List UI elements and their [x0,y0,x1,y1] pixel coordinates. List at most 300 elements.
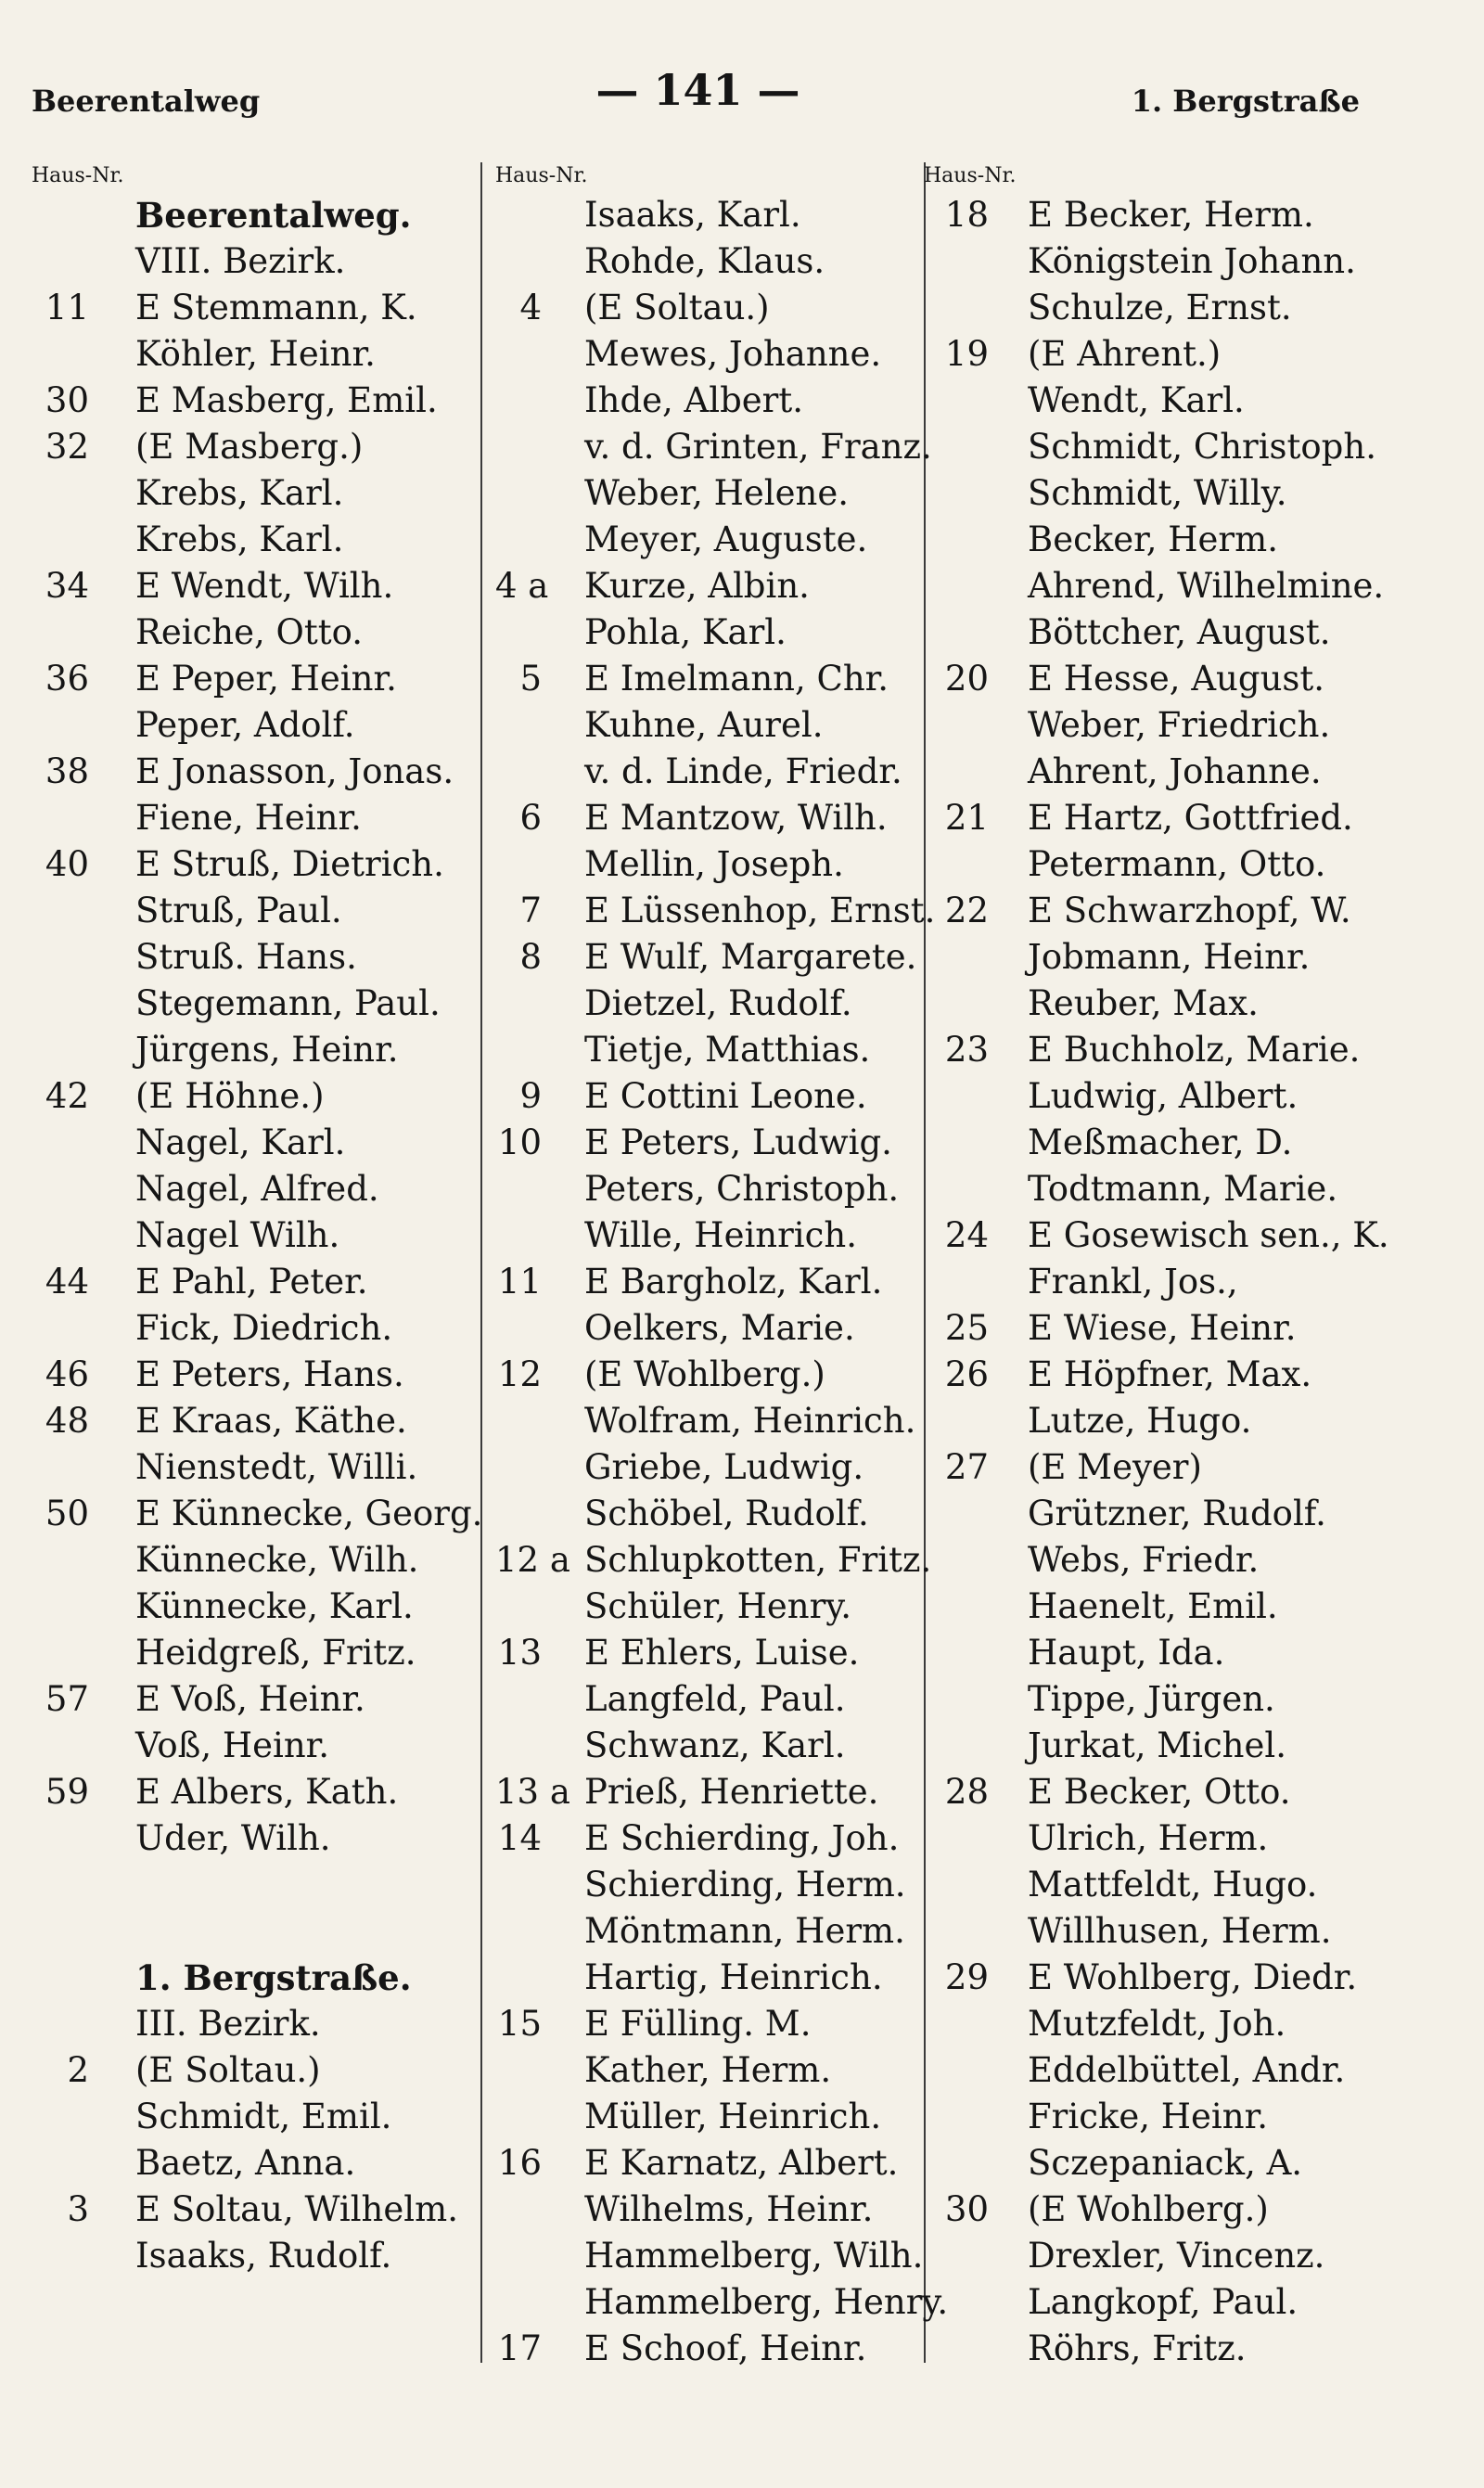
house-number: 3 [67,2189,89,2229]
directory-row [32,1444,495,1491]
directory-row [32,517,495,563]
column-header: Haus-Nr. [32,164,124,187]
house-number: 21 [944,798,989,838]
resident-entry: E Höpfner, Max. [1028,1354,1312,1394]
directory-row [924,749,1406,795]
resident-entry: Schöbel, Rudolf. [584,1494,869,1533]
directory-row [495,1259,922,1305]
resident-entry: Schlupkotten, Fritz. [584,1540,932,1580]
column-header: Haus-Nr. [495,164,588,187]
directory-row [32,1212,495,1259]
page-number: — 141 — [595,65,800,115]
directory-row [495,2233,922,2279]
directory-row [924,2047,1406,2094]
house-number: 34 [45,566,89,606]
directory-row [924,1630,1406,1676]
resident-entry: Ihde, Albert. [584,380,804,420]
resident-entry: Krebs, Karl. [135,473,344,513]
directory-row [32,1027,495,1073]
resident-entry: Ludwig, Albert. [1028,1076,1298,1116]
directory-row [924,1491,1406,1537]
directory-row [924,656,1406,702]
resident-entry: Ulrich, Herm. [1028,1818,1269,1858]
directory-row [495,1676,922,1723]
directory-row [32,470,495,517]
resident-entry: Haupt, Ida. [1028,1633,1225,1673]
directory-row [32,1584,495,1630]
directory-row [495,841,922,888]
directory-row [495,1815,922,1862]
directory-row [32,749,495,795]
directory-row [924,517,1406,563]
resident-entry: Langkopf, Paul. [1028,2282,1298,2322]
directory-row [924,192,1406,238]
directory-row [32,2140,495,2187]
directory-row [495,1630,922,1676]
resident-entry: E Soltau, Wilhelm. [135,2189,458,2229]
resident-entry: Mattfeldt, Hugo. [1028,1865,1318,1904]
directory-row [32,2047,495,2094]
house-number: 42 [45,1076,89,1116]
directory-row [924,1120,1406,1166]
street-heading-row [32,1955,495,2001]
directory-row [924,563,1406,609]
resident-entry: Köhler, Heinr. [135,334,376,374]
resident-entry: Künnecke, Karl. [135,1586,414,1626]
directory-row [924,795,1406,841]
resident-entry: Webs, Friedr. [1028,1540,1260,1580]
directory-row [495,981,922,1027]
directory-row [495,2326,922,2372]
resident-entry: E Schierding, Joh. [584,1818,900,1858]
directory-row [924,702,1406,749]
house-number: 9 [519,1076,542,1116]
running-head-left: Beerentalweg [32,83,261,119]
resident-entry: Fricke, Heinr. [1028,2097,1268,2136]
column-2 [495,160,949,2372]
resident-entry: (E Höhne.) [135,1076,325,1116]
resident-entry: E Hesse, August. [1028,659,1325,699]
house-number: 2 [67,2050,89,2090]
directory-row [495,1537,932,1584]
directory-row [32,238,495,285]
resident-entry: E Cottini Leone. [584,1076,867,1116]
resident-entry: E Masberg, Emil. [135,380,438,420]
resident-entry: Kather, Herm. [584,2050,832,2090]
directory-row [495,2094,922,2140]
resident-entry: Nagel Wilh. [135,1215,340,1255]
directory-row [495,2279,949,2326]
house-number: 13 a [495,1772,570,1812]
directory-row [495,1862,922,1908]
resident-entry: (E Soltau.) [584,288,770,327]
resident-entry: Willhusen, Herm. [1028,1911,1332,1951]
house-number: 12 a [495,1540,570,1580]
resident-entry: Isaaks, Rudolf. [135,2236,392,2276]
directory-row [924,934,1406,981]
directory-row [924,2187,1406,2233]
directory-row [924,1955,1406,2001]
directory-row [924,2326,1406,2372]
resident-entry: E Peper, Heinr. [135,659,397,699]
resident-entry: Meyer, Auguste. [584,519,868,559]
directory-row [495,702,922,749]
directory-row [924,331,1406,378]
resident-entry: Künnecke, Wilh. [135,1540,419,1580]
resident-entry: Böttcher, August. [1028,612,1331,652]
directory-row [924,378,1406,424]
directory-row [32,285,495,331]
resident-entry: E Lüssenhop, Ernst. [584,891,936,930]
house-number: 4 [519,288,542,327]
resident-entry: Schüler, Henry. [584,1586,852,1626]
resident-entry: Peters, Christoph. [584,1169,900,1209]
directory-row [495,1120,922,1166]
directory-row [495,1908,922,1955]
resident-entry: Möntmann, Herm. [584,1911,905,1951]
resident-entry: E Gosewisch sen., K. [1028,1215,1389,1255]
directory-row [32,1862,495,1908]
resident-entry: E Stemmann, K. [135,288,417,327]
resident-entry: E Albers, Kath. [135,1772,399,1812]
house-number: 11 [497,1262,542,1302]
resident-entry: Stegemann, Paul. [135,983,441,1023]
resident-entry: Ahrend, Wilhelmine. [1028,566,1385,606]
directory-row [924,470,1406,517]
house-number: 13 [497,1633,542,1673]
directory-row [924,888,1406,934]
resident-entry: Meßmacher, D. [1028,1122,1293,1162]
house-number: 11 [45,288,89,327]
directory-row [495,609,922,656]
resident-entry: Hammelberg, Henry. [584,2282,949,2322]
directory-row [924,2279,1406,2326]
column-header: Haus-Nr. [924,164,1017,187]
resident-entry: (E Soltau.) [135,2050,321,2090]
resident-entry: E Künnecke, Georg. [135,1494,483,1533]
resident-entry: Krebs, Karl. [135,519,344,559]
resident-entry: E Schwarzhopf, W. [1028,891,1351,930]
house-number: 16 [497,2143,542,2183]
resident-entry: VIII. Bezirk. [135,241,346,281]
directory-row [924,1815,1406,1862]
resident-entry: Jobmann, Heinr. [1028,937,1311,977]
directory-row [924,2001,1406,2047]
directory-row [32,934,495,981]
directory-row [495,2047,922,2094]
directory-row [924,2140,1406,2187]
resident-entry: E Peters, Hans. [135,1354,404,1394]
resident-entry: Kurze, Albin. [584,566,810,606]
directory-row [32,378,495,424]
house-number: 27 [944,1447,989,1487]
resident-entry: Eddelbüttel, Andr. [1028,2050,1346,2090]
resident-entry: Jürgens, Heinr. [135,1030,399,1070]
resident-entry: Weber, Helene. [584,473,850,513]
resident-entry: Mewes, Johanne. [584,334,882,374]
house-number: 23 [944,1030,989,1070]
directory-row [495,2001,922,2047]
directory-row [924,1073,1406,1120]
resident-entry: Nienstedt, Willi. [135,1447,418,1487]
resident-entry: E Hartz, Gottfried. [1028,798,1353,838]
resident-entry: v. d. Linde, Friedr. [584,751,902,791]
resident-entry: E Struß, Dietrich. [135,844,444,884]
directory-row [495,1212,922,1259]
directory-row [495,934,922,981]
resident-entry: Fick, Diedrich. [135,1308,393,1348]
resident-entry: E Imelmann, Chr. [584,659,889,699]
resident-entry: E Ehlers, Luise. [584,1633,860,1673]
resident-entry: Schwanz, Karl. [584,1725,846,1765]
resident-entry: Langfeld, Paul. [584,1679,846,1719]
column-1 [32,160,495,2279]
house-number: 18 [944,195,989,235]
running-head-right: 1. Bergstraße [1131,83,1360,119]
directory-row [32,1769,495,1815]
directory-row [32,1676,495,1723]
directory-row [495,470,922,517]
directory-row [495,238,922,285]
house-number: 4 a [495,566,549,606]
house-number: 29 [944,1957,989,1997]
resident-entry: Nagel, Alfred. [135,1169,379,1209]
directory-row [32,2094,495,2140]
resident-entry: Struß. Hans. [135,937,357,977]
directory-row [924,238,1406,285]
resident-entry: Weber, Friedrich. [1028,705,1331,745]
directory-row [924,1584,1406,1630]
directory-row [495,1584,922,1630]
resident-entry: Peper, Adolf. [135,705,355,745]
street-heading-row [32,192,495,238]
house-number: 38 [45,751,89,791]
house-number: 48 [45,1401,89,1441]
resident-entry: Hartig, Heinrich. [584,1957,883,1997]
directory-row [32,1815,495,1862]
directory-row [495,563,922,609]
resident-entry: Nagel, Karl. [135,1122,346,1162]
directory-row [32,981,495,1027]
resident-entry: E Jonasson, Jonas. [135,751,454,791]
directory-row [924,1166,1406,1212]
directory-row [924,2233,1406,2279]
directory-row [924,1537,1406,1584]
directory-row [32,1908,495,1955]
house-number: 6 [519,798,542,838]
directory-row [495,517,922,563]
directory-row [32,1352,495,1398]
house-number: 36 [45,659,89,699]
house-number: 7 [519,891,542,930]
directory-row [32,1398,495,1444]
resident-entry: Haenelt, Emil. [1028,1586,1278,1626]
resident-entry: Jurkat, Michel. [1028,1725,1286,1765]
house-number: 14 [497,1818,542,1858]
resident-entry: (E Wohlberg.) [1028,2189,1269,2229]
resident-entry: Mellin, Joseph. [584,844,844,884]
directory-row [924,1769,1406,1815]
directory-row [924,1444,1406,1491]
directory-row [924,1862,1406,1908]
directory-row [32,1120,495,1166]
directory-row [32,1630,495,1676]
resident-entry: E Schoof, Heinr. [584,2328,867,2368]
resident-entry: Sczepaniack, A. [1028,2143,1303,2183]
directory-row [495,795,922,841]
house-number: 25 [944,1308,989,1348]
house-number: 30 [944,2189,989,2229]
resident-entry: E Peters, Ludwig. [584,1122,892,1162]
directory-row [495,1027,922,1073]
directory-row [495,1955,922,2001]
resident-entry: Voß, Heinr. [135,1725,330,1765]
directory-row [32,1073,495,1120]
directory-row [924,1212,1406,1259]
resident-entry: Röhrs, Fritz. [1028,2328,1247,2368]
directory-row [495,285,922,331]
directory-row [32,563,495,609]
resident-entry: Grützner, Rudolf. [1028,1494,1326,1533]
resident-entry: E Wohlberg, Diedr. [1028,1957,1358,1997]
resident-entry: Prieß, Henriette. [584,1772,879,1812]
directory-row [495,1444,922,1491]
resident-entry: Tietje, Matthias. [584,1030,871,1070]
directory-row [924,841,1406,888]
directory-row [495,1352,922,1398]
resident-entry: E Mantzow, Wilh. [584,798,888,838]
house-number: 40 [45,844,89,884]
house-number: 10 [497,1122,542,1162]
directory-row [495,2140,922,2187]
resident-entry: Griebe, Ludwig. [584,1447,864,1487]
resident-entry: III. Bezirk. [135,2004,321,2044]
resident-entry: Ahrent, Johanne. [1028,751,1322,791]
resident-entry: Heidgreß, Fritz. [135,1633,416,1673]
directory-row [495,2187,922,2233]
resident-entry: E Pahl, Peter. [135,1262,368,1302]
directory-row [32,888,495,934]
resident-entry: Baetz, Anna. [135,2143,356,2183]
resident-entry: Reiche, Otto. [135,612,364,652]
resident-entry: E Kraas, Käthe. [135,1401,407,1441]
directory-row [495,1073,922,1120]
directory-row [924,285,1406,331]
directory-row [495,1398,922,1444]
resident-entry: Rohde, Klaus. [584,241,825,281]
resident-entry: (E Ahrent.) [1028,334,1222,374]
house-number: 46 [45,1354,89,1394]
directory-row [32,331,495,378]
resident-entry: Kuhne, Aurel. [584,705,824,745]
resident-entry: Dietzel, Rudolf. [584,983,852,1023]
resident-entry: Schmidt, Willy. [1028,473,1287,513]
directory-row [924,1908,1406,1955]
resident-entry: Pohla, Karl. [584,612,787,652]
house-number: 57 [45,1679,89,1719]
house-number: 15 [497,2004,542,2044]
resident-entry: E Karnatz, Albert. [584,2143,899,2183]
resident-entry: Fiene, Heinr. [135,798,362,838]
directory-row [32,609,495,656]
directory-row [32,1305,495,1352]
resident-entry: Wolfram, Heinrich. [584,1401,916,1441]
house-number: 22 [944,891,989,930]
directory-row [495,192,922,238]
resident-entry: Schulze, Ernst. [1028,288,1292,327]
resident-entry: E Becker, Otto. [1028,1772,1291,1812]
resident-entry: (E Wohlberg.) [584,1354,825,1394]
street-heading: 1. Bergstraße. [135,1957,412,1998]
directory-row [32,1166,495,1212]
house-number: 8 [519,937,542,977]
resident-entry: E Wulf, Margarete. [584,937,917,977]
resident-entry: Oelkers, Marie. [584,1308,855,1348]
directory-row [924,1027,1406,1073]
resident-entry: (E Masberg.) [135,427,364,467]
resident-entry: Wille, Heinrich. [584,1215,857,1255]
directory-row [924,609,1406,656]
directory-row [495,424,932,470]
house-number: 59 [45,1772,89,1812]
resident-entry: E Wiese, Heinr. [1028,1308,1297,1348]
resident-entry: Isaaks, Karl. [584,195,801,235]
resident-entry: E Fülling. M. [584,2004,812,2044]
resident-entry: E Buchholz, Marie. [1028,1030,1361,1070]
directory-row [924,1259,1406,1305]
column-3 [924,160,1406,2372]
directory-row [924,1676,1406,1723]
resident-entry: Wilhelms, Heinr. [584,2189,874,2229]
resident-entry: E Wendt, Wilh. [135,566,394,606]
directory-row [924,1398,1406,1444]
directory-row [924,1305,1406,1352]
resident-entry: Reuber, Max. [1028,983,1259,1023]
resident-entry: Müller, Heinrich. [584,2097,882,2136]
resident-entry: Schierding, Herm. [584,1865,906,1904]
house-number: 50 [45,1494,89,1533]
directory-row [495,331,922,378]
directory-row [32,1537,495,1584]
directory-row [32,2001,495,2047]
resident-entry: Schmidt, Christoph. [1028,427,1376,467]
directory-row [32,2233,495,2279]
directory-row [495,749,922,795]
resident-entry: Frankl, Jos., [1028,1262,1238,1302]
house-number: 17 [497,2328,542,2368]
directory-row [495,1491,922,1537]
resident-entry: E Becker, Herm. [1028,195,1314,235]
house-number: 28 [944,1772,989,1812]
house-number: 20 [944,659,989,699]
house-number: 32 [45,427,89,467]
directory-row [32,2187,495,2233]
house-number: 12 [497,1354,542,1394]
directory-row [32,656,495,702]
resident-entry: Todtmann, Marie. [1028,1169,1338,1209]
directory-row [32,1723,495,1769]
resident-entry: Drexler, Vincenz. [1028,2236,1325,2276]
directory-row [32,1491,495,1537]
directory-row [924,2094,1406,2140]
directory-row [924,424,1406,470]
directory-row [495,888,936,934]
resident-entry: Lutze, Hugo. [1028,1401,1252,1441]
resident-entry: (E Meyer) [1028,1447,1202,1487]
house-number: 44 [45,1262,89,1302]
resident-entry: Wendt, Karl. [1028,380,1245,420]
house-number: 30 [45,380,89,420]
